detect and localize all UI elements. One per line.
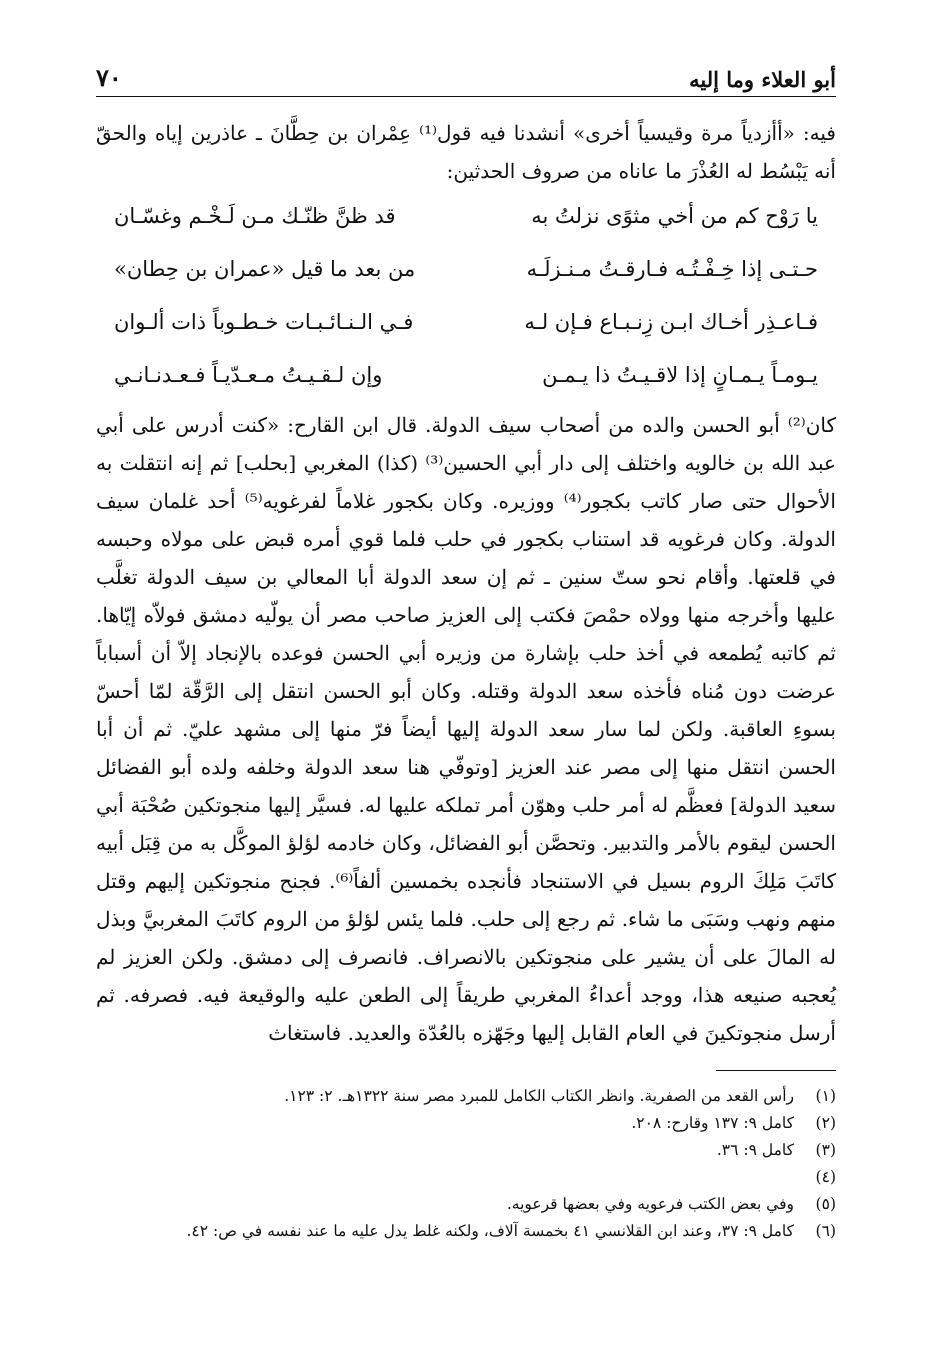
page-header [96, 58, 836, 97]
poem-verse [114, 296, 818, 349]
footnote-number: (٢) [815, 1114, 836, 1132]
main-paragraph: كان⁽²⁾ أبو الحسن والده من أصحاب سيف الدولة. قال ابن القارح: «كنت أدرس على أبي عبد الله بن خالويه واختلف إلى دار أبي الحسين⁽³⁾ (كذا) المغربي [بحلب] ثم إنه انتقلت به الأحوال حتى صار كاتب بكجور⁽⁴⁾ ووزيره. وكان بكجور غلاماً لفرغويه⁽⁵⁾ أحد غلمان سيف الدولة. وكان فرغويه قد استناب بكجور في حلب فلما قوي أمره قبض على مولاه وحبسه في قلعتها. وأقام نحو ستّ سنين ـ ثم إن سعد الدولة أبا المعالي بن سيف الدولة تغلَّب عليها وأخرجه منها وولاه حمْصَ فكتب إلى العزيز صاحب مصر أن يولّيه دمشق فولاّه إيّاها. ثم كاتبه يُطمعه في أخذ حلب بإشارة من وزيره أبي الحسن فوعده بالإنجاد إلاّ أن أسباباً عرضت دون مُناه فأخذه سعد الدولة وقتله. وكان أبو الحسن انتقل إلى الرَّقّة لمّا أحسّ بسوءِ العاقبة. ولكن لما سار سعد الدولة إليها أيضاً فرّ منها إلى مشهد عليّ. ثم أن أبا الحسن انتقل منها إلى مصر عند العزيز [وتوفّي هنا سعد الدولة وخلفه ولده أبو الفضائل سعيد الدولة] فعظَّم له أمر حلب وهوّن أمر تملكه عليها له. فسيَّر إليها منجوتكين صُحْبَة أبي الحسن ليقوم بالأمر والتدبير. وتحصَّن أبو الفضائل، وكان خادمه لؤلؤ الموكَّل به من قِبَل أبيه كاتَبَ مَلِكَ الروم بسيل في الاستنجاد فأنجده بخمسين ألفاً⁽⁶⁾. فجنح منجوتكين إليهم وقتل منهم ونهب وسَبَى ما شاء. ثم رجع إلى حلب. فلما يئس لؤلؤ من الروم كاتَبَ المغربيَّ وبذل له المالَ على أن يشير على منجوتكين بالانصراف. فانصرف إلى دمشق. ولكن العزيز لم يُعجبه صنيعه هذا، ووجد أعداءُ المغربي طريقاً إلى الطعن عليه والوقيعة فيه. فصرفه. ثم أرسل منجوتكينَ في العام القابل إليها وجَهّزه بالعُدّة والعديد. فاستغاث [96, 413, 837, 1045]
footnote [96, 1083, 836, 1110]
footnote [96, 1110, 836, 1137]
verse-first-hemistich: يـومـاً يـمـانٍ إذا لاقـيـتُ ذا يـمـن [542, 363, 818, 387]
footnote-number: (٥) [815, 1195, 836, 1213]
footnote-separator [716, 1070, 836, 1071]
footnote-text: كامل ٩: ١٣٧ وقارح: ٢٠٨. [631, 1114, 794, 1132]
footnote-text: رأس القعد من الصفرية. وانظر الكتاب الكامل للمبرد مصر سنة ١٣٢٢هـ. ٢: ١٢٣. [284, 1087, 794, 1105]
footnote [96, 1191, 836, 1218]
book-page [96, 58, 836, 1318]
verse-second-hemistich: قد ظنَّ ظنّـك مـن لَـخْـم وغسّـان [114, 204, 396, 228]
verse-second-hemistich: من بعد ما قيل «عمران بن حِطان» [114, 257, 416, 281]
poem-verse [114, 243, 818, 296]
page-number: ٧٠ [96, 63, 122, 92]
footnote-number: (٣) (٤) [815, 1141, 836, 1186]
verse-second-hemistich: وإن لـقـيـتُ مـعـدّيـاً فـعـدنـانـي [114, 363, 383, 387]
verse-first-hemistich: يا رَوْح كم من أخي مثوًى نزلتُ به [531, 204, 818, 228]
footnote [96, 1218, 836, 1245]
verse-second-hemistich: فـي الـنـائـبـات خـطـوباً ذات ألـوان [114, 310, 414, 334]
verse-first-hemistich: حـتـى إذا خِـفْـتُـه فـارقـتُ مـنـزلَـه [526, 257, 818, 281]
poem-verse [114, 190, 818, 243]
footnote-text: كامل ٩: ٣٧، وعند ابن القلانسي ٤١ بخمسة آلاف، ولكنه غلط يدل عليه ما عند نفسه في ص: ٤٢. [186, 1222, 794, 1240]
footnote-text: كامل ٩: ٣٦. [716, 1141, 794, 1159]
footnote [96, 1137, 836, 1191]
running-title: أبو العلاء وما إليه [689, 67, 836, 92]
poem-verse [114, 349, 818, 402]
footnotes [96, 1083, 836, 1245]
poem [114, 190, 818, 402]
verse-first-hemistich: فـاعـذِر أخـاك ابـن زِنـبـاع فـإن لـه [524, 310, 818, 334]
footnote-number: (٦) [815, 1222, 836, 1240]
footnote-number: (١) [815, 1087, 836, 1105]
intro-paragraph: فيه: «أأزدياً مرة وقيسياً أخرى» أنشدنا فيه قول⁽¹⁾ عِمْران بن حِطَّانَ ـ عاذرين إياه والحقّ أنه يَبْسُط له العُذْرَ ما عاناه من صروف الحدثين: [96, 121, 836, 183]
footnote-text: وفي بعض الكتب فرعويه وفي بعضها قرعويه. [506, 1195, 794, 1213]
